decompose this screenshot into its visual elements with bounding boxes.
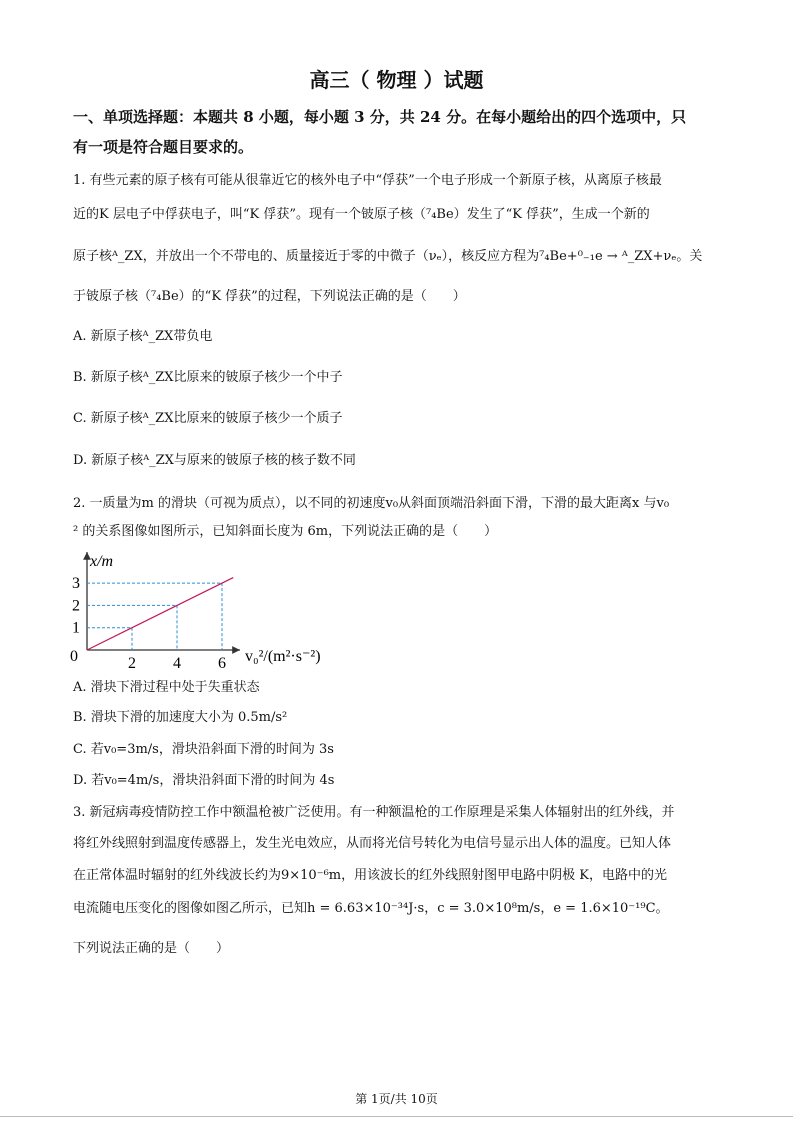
q1-option-a: A. 新原子核ᴬ_ZX带负电 — [73, 329, 213, 344]
q1-text: 1. 有些元素的原子核有可能从很靠近它的核外电子中“俘获”一个电子形成一个新原子核，从离原子核最 — [73, 173, 662, 188]
x-tick-label: 2 — [128, 655, 136, 672]
x-axis-label: v₀²/(m²·s⁻²) — [245, 648, 321, 665]
q2-option-a: A. 滑块下滑过程中处于失重状态 — [73, 680, 260, 695]
q2-option-d: D. 若v₀=4m/s，滑块沿斜面下滑的时间为 4s — [73, 773, 335, 788]
y-tick-label: 1 — [72, 619, 80, 637]
x-tick-label: 6 — [218, 655, 226, 672]
q1-option-c: C. 新原子核ᴬ_ZX比原来的铍原子核少一个质子 — [73, 411, 343, 426]
footer-rule — [0, 1116, 793, 1117]
x-tick-label: 4 — [173, 655, 181, 672]
data-line — [87, 578, 233, 650]
y-tick-label: 2 — [72, 597, 80, 615]
q1-option-d: D. 新原子核ᴬ_ZX与原来的铍原子核的核子数不同 — [73, 453, 356, 468]
q2-text: ² 的关系图像如图所示，已知斜面长度为 6m，下列说法正确的是（ ） — [73, 524, 498, 539]
page-title: 高三（ 物理 ）试题 — [309, 68, 484, 92]
section-header: 有一项是符合题目要求的。 — [73, 138, 254, 156]
x-vs-v0-squared-graph — [60, 540, 350, 680]
q1-text: 于铍原子核（⁷₄Be）的“K 俘获”的过程，下列说法正确的是（ ） — [73, 289, 466, 304]
q3-text: 下列说法正确的是（ ） — [73, 941, 230, 956]
q3-text: 将红外线照射到温度传感器上，发生光电效应，从而将光信号转化为电信号显示出人体的温度。已知人体 — [73, 836, 672, 851]
q1-text: 原子核ᴬ_ZX，并放出一个不带电的、质量接近于零的中微子（νₑ），核反应方程为⁷₄Be+⁰₋₁e → ᴬ_ZX+νₑ。关 — [73, 249, 703, 264]
page-number: 第 1页/共 10页 — [355, 1092, 438, 1106]
q3-text: 在正常体温时辐射的红外线波长约为9×10⁻⁶m，用该波长的红外线照射图甲电路中阴极 K，电路中的光 — [73, 868, 667, 883]
q3-text: 电流随电压变化的图像如图乙所示，已知h = 6.63×10⁻³⁴J·s，c = 3.0×10⁸m/s，e = 1.6×10⁻¹⁹C。 — [73, 901, 669, 916]
q2-text: 2. 一质量为m 的滑块（可视为质点），以不同的初速度v₀从斜面顶端沿斜面下滑，下滑的最大距离x 与v₀ — [73, 496, 670, 511]
q2-option-b: B. 滑块下滑的加速度大小为 0.5m/s² — [73, 710, 288, 725]
origin-label: 0 — [70, 648, 78, 665]
y-tick-label: 3 — [72, 575, 80, 593]
q2-option-c: C. 若v₀=3m/s，滑块沿斜面下滑的时间为 3s — [73, 742, 334, 757]
q3-text: 3. 新冠病毒疫情防控工作中额温枪被广泛使用。有一种额温枪的工作原理是采集人体辐射出的红外线，并 — [73, 805, 675, 820]
section-header: 一、单项选择题：本题共 8 小题，每小题 3 分，共 24 分。在每小题给出的四个选项中，只 — [73, 108, 687, 126]
q1-text: 近的K 层电子中俘获电子，叫“K 俘获”。现有一个铍原子核（⁷₄Be）发生了“K 俘获”，生成一个新的 — [73, 207, 650, 222]
q1-option-b: B. 新原子核ᴬ_ZX比原来的铍原子核少一个中子 — [73, 370, 343, 385]
y-axis-label: x/m — [90, 553, 114, 570]
